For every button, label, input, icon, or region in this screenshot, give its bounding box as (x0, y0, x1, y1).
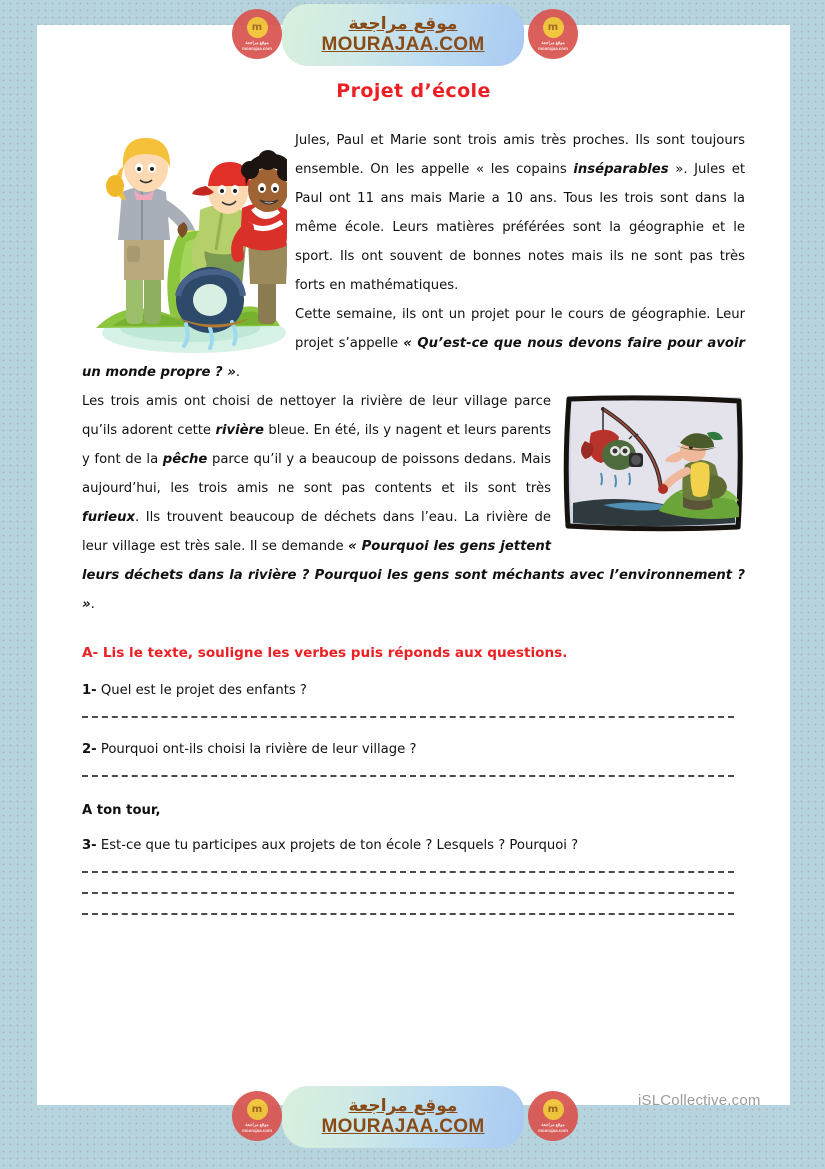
mourajaa-logo-caption: موقع مراجعة mourajaa.com (242, 40, 272, 51)
watermark-domain-text: MOURAJAA.COM (321, 1115, 485, 1137)
p2-part-b: . (235, 365, 241, 380)
mourajaa-logo-caption: موقع مراجعة mourajaa.com (538, 40, 568, 51)
kids-cleaning-illustration (82, 128, 287, 356)
question-2 (82, 742, 745, 757)
subheading-a-ton-tour: A ton tour, (82, 803, 161, 818)
islcollective-credit: iSLCollective.com (638, 1092, 761, 1109)
answer-line-3b[interactable] (82, 892, 734, 894)
question-2-number: 2- (82, 742, 97, 757)
page-title: Projet d’école (336, 80, 491, 102)
question-3-number: 3- (82, 838, 97, 853)
p1-part-a: Jules, Paul et Marie sont trois amis très proches. Ils sont toujours ensemble. On les appelle « les copains (295, 133, 745, 177)
watermark-arabic-text: موقع مراجعة (348, 14, 458, 35)
p1-part-b: ». Jules et Paul ont 11 ans mais Marie a 10 ans. Tous les trois sont dans la même école. Leurs matières préférées sont la géographie et le sport. Ils ont souvent de bonnes notes mais ils ne sont pas très forts en mathématiques. (295, 162, 746, 293)
worksheet-page (37, 25, 790, 1105)
p3-part-d: . Ils trouvent beaucoup de déchets dans l’eau. La rivière de leur village est très sale. Il se demande (82, 510, 551, 554)
document-body (82, 80, 745, 934)
mourajaa-disc-icon: m (247, 17, 268, 38)
p3-emphasis-peche: pêche (162, 452, 208, 467)
question-3 (82, 838, 745, 853)
p1-emphasis: inséparables (573, 162, 669, 177)
watermark-arabic-text: موقع مراجعة (348, 1096, 458, 1117)
p3-part-c: parce qu’il y a beaucoup de poissons dedans. Mais aujourd’hui, les trois amis ne sont pas contents et ils sont très (82, 452, 551, 496)
p3-quote-pourquoi: « Pourquoi les gens jettent leurs déchets dans la rivière ? Pourquoi les gens sont méchants avec l’environnement ? » (82, 539, 745, 612)
p2-project-question: « Qu’est-ce que nous devons faire pour avoir un monde propre ? » (82, 336, 745, 380)
exercise-section (82, 645, 745, 915)
answer-line-1[interactable] (82, 716, 734, 718)
mourajaa-disc-icon: m (543, 1099, 564, 1120)
mourajaa-disc-icon: m (247, 1099, 268, 1120)
question-1 (82, 683, 745, 698)
mourajaa-disc-icon: m (543, 17, 564, 38)
p3-part-e: . (90, 597, 95, 612)
mourajaa-logo-caption: موقع مراجعة mourajaa.com (538, 1122, 568, 1133)
mourajaa-logo-caption: موقع مراجعة mourajaa.com (242, 1122, 272, 1133)
exercise-heading-a: A- Lis le texte, souligne les verbes puis réponds aux questions. (82, 645, 568, 661)
question-3-text: Est-ce que tu participes aux projets de ton école ? Lesquels ? Pourquoi ? (100, 838, 579, 853)
answer-line-3a[interactable] (82, 871, 734, 873)
fisherman-illustration (563, 393, 745, 533)
question-1-text: Quel est le projet des enfants ? (100, 683, 307, 698)
p3-emphasis-riviere: rivière (215, 423, 264, 438)
p3-emphasis-furieux: furieux (82, 510, 135, 525)
answer-line-3c[interactable] (82, 913, 734, 915)
p3-part-b: bleue. En été, ils y nagent et leurs parents y font de la (82, 423, 551, 467)
question-2-text: Pourquoi ont-ils choisi la rivière de leur village ? (100, 742, 417, 757)
p3-part-a: Les trois amis ont choisi de nettoyer la rivière de leur village parce qu’ils adorent cette (82, 394, 551, 438)
question-1-number: 1- (82, 683, 97, 698)
watermark-domain-text: MOURAJAA.COM (321, 33, 485, 55)
p2-part-a: Cette semaine, ils ont un projet pour le cours de géographie. Leur projet s’appelle (295, 307, 745, 351)
answer-line-2[interactable] (82, 775, 734, 777)
